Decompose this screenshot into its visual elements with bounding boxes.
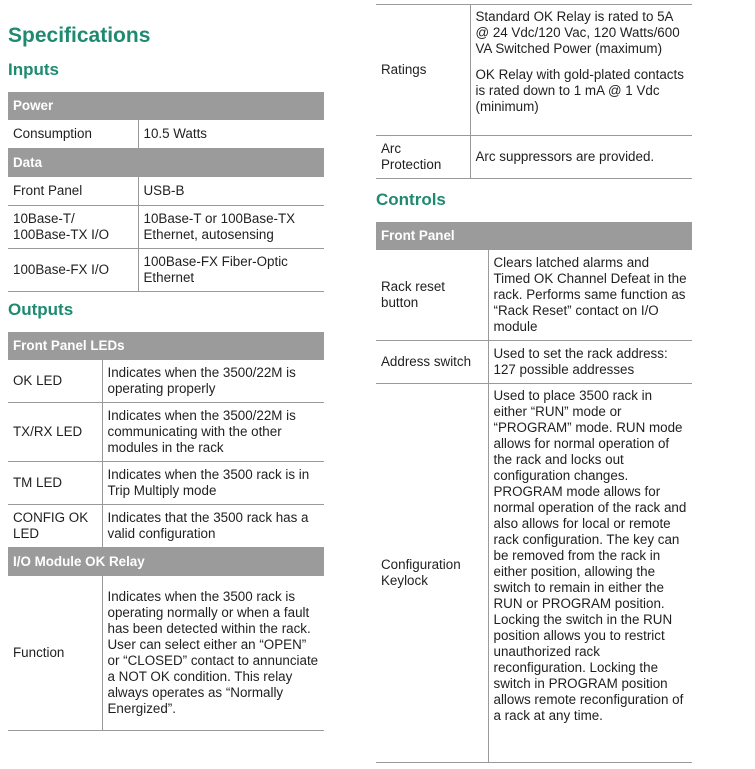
function-label: Function — [8, 576, 102, 731]
table-row — [8, 462, 324, 505]
controls-table — [376, 222, 692, 763]
address-switch-value: Used to set the rack address: 127 possible addresses — [488, 341, 692, 384]
table-row — [8, 249, 324, 292]
config-ok-led-label: CONFIG OK LED — [8, 505, 102, 548]
txrx-led-label: TX/RX LED — [8, 403, 102, 462]
table-row — [8, 120, 324, 149]
leds-header: Front Panel LEDs — [8, 332, 324, 360]
address-switch-label: Address switch — [376, 341, 488, 384]
controls-heading: Controls — [376, 190, 446, 209]
table-row — [376, 136, 692, 179]
table-row — [8, 206, 324, 249]
ratings-gold: OK Relay with gold-plated contacts is rated down to 1 mA @ 1 Vdc (minimum) — [475, 67, 684, 114]
outputs-heading: Outputs — [8, 300, 74, 319]
rack-reset-label: Rack reset button — [376, 250, 488, 341]
table-row — [8, 576, 324, 731]
txrx-led-value: Indicates when the 3500/22M is communicating with the other modules in the rack — [102, 403, 324, 462]
keylock-value: Used to place 3500 rack in either “RUN” mode or “PROGRAM” mode. RUN mode allows for normal operation of the rack and locks out configuration changes. PROGRAM mode allows for normal operation of the rack and also allows for local or remote rack configuration. The key can be removed from the rack in either position, allowing the switch to remain in either the RUN or PROGRAM position. Locking the switch in the RUN position allows you to restrict unauthorized rack reconfiguration. Locking the switch in PROGRAM position allows remote reconfiguration of a rack at any time. — [488, 384, 692, 763]
table-row — [8, 92, 324, 120]
keylock-label: Configuration Keylock — [376, 384, 488, 763]
rack-reset-value: Clears latched alarms and Timed OK Channel Defeat in the rack. Performs same function as “Rack Reset” contact on I/O module — [488, 250, 692, 341]
front-panel-value: USB-B — [138, 177, 324, 206]
outputs-table — [8, 332, 324, 731]
data-header: Data — [8, 149, 324, 178]
inputs-table — [8, 92, 324, 292]
ratings-label: Ratings — [376, 5, 470, 136]
table-row — [8, 177, 324, 206]
relay-header: I/O Module OK Relay — [8, 548, 324, 577]
table-row — [8, 548, 324, 577]
inputs-heading: Inputs — [8, 60, 59, 79]
ratings-standard: Standard OK Relay is rated to 5A @ 24 Vdc/120 Vac, 120 Watts/600 VA Switched Power (maximum) — [475, 9, 680, 56]
base-t-value: 10Base-T or 100Base-TX Ethernet, autosensing — [138, 206, 324, 249]
table-row — [376, 222, 692, 250]
ok-led-label: OK LED — [8, 360, 102, 403]
base-fx-label: 100Base-FX I/O — [8, 249, 138, 292]
ok-led-value: Indicates when the 3500/22M is operating properly — [102, 360, 324, 403]
table-row — [8, 403, 324, 462]
base-t-label: 10Base-T/ 100Base-TX I/O — [8, 206, 138, 249]
arc-protection-value: Arc suppressors are provided. — [470, 136, 692, 179]
arc-protection-label: Arc Protection — [376, 136, 470, 179]
power-header: Power — [8, 92, 324, 120]
relay-continued-table — [376, 4, 692, 179]
front-panel-header: Front Panel — [376, 222, 692, 250]
front-panel-label: Front Panel — [8, 177, 138, 206]
ratings-value — [470, 5, 692, 136]
consumption-label: Consumption — [8, 120, 138, 149]
table-row — [376, 384, 692, 763]
consumption-value: 10.5 Watts — [138, 120, 324, 149]
table-row — [376, 250, 692, 341]
base-fx-value: 100Base-FX Fiber-Optic Ethernet — [138, 249, 324, 292]
table-row — [8, 332, 324, 360]
table-row — [376, 341, 692, 384]
function-value: Indicates when the 3500 rack is operating normally or when a fault has been detected within the rack. User can select either an “OPEN” or “CLOSED” contact to annunciate a NOT OK condition. This relay always operates as “Normally Energized”. — [102, 576, 324, 731]
tm-led-value: Indicates when the 3500 rack is in Trip Multiply mode — [102, 462, 324, 505]
table-row — [376, 5, 692, 136]
page-title: Specifications — [8, 24, 151, 47]
tm-led-label: TM LED — [8, 462, 102, 505]
config-ok-led-value: Indicates that the 3500 rack has a valid configuration — [102, 505, 324, 548]
table-row — [8, 505, 324, 548]
table-row — [8, 360, 324, 403]
table-row — [8, 149, 324, 178]
